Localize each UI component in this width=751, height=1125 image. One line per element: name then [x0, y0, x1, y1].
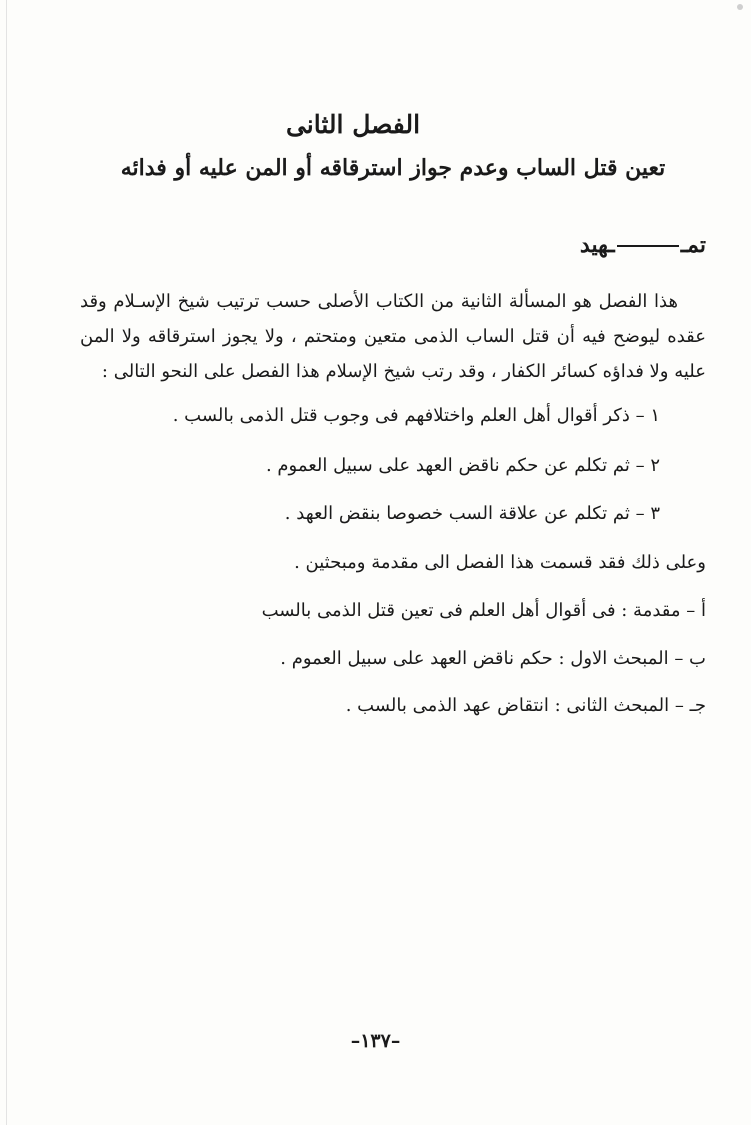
section-heading-end: ـهيد	[579, 232, 615, 258]
page-edge	[6, 0, 7, 1125]
scan-mark	[737, 4, 743, 10]
section-heading-start: تمـ	[680, 232, 706, 258]
division-item: جـ – المبحث الثانى : انتقاض عهد الذمى بالسب .	[345, 695, 706, 716]
division-item: أ – مقدمة : فى أقوال أهل العلم فى تعين قتل الذمى بالسب	[261, 600, 706, 621]
section-heading	[580, 232, 706, 258]
division-intro: وعلى ذلك فقد قسمت هذا الفصل الى مقدمة ومبحثين .	[294, 552, 706, 573]
list-item: ٢ – ثم تكلم عن حكم ناقض العهد على سبيل العموم .	[265, 455, 660, 476]
division-item: ب – المبحث الاول : حكم ناقض العهد على سبيل العموم .	[280, 648, 706, 669]
page-number: –١٣٧–	[350, 1030, 401, 1052]
list-item: ٣ – ثم تكلم عن علاقة السب خصوصا بنقض العهد .	[284, 503, 660, 524]
heading-tatweel	[617, 245, 679, 247]
list-item: ١ – ذكر أقوال أهل العلم واختلافهم فى وجوب قتل الذمى بالسب .	[172, 405, 660, 426]
chapter-subtitle: تعين قتل الساب وعدم جواز استرقاقه أو المن عليه أو فدائه	[120, 155, 666, 181]
intro-paragraph: هذا الفصل هو المسألة الثانية من الكتاب الأصلى حسب ترتيب شيخ الإسـلام وقد عقده ليوضح فيه أن قتل الساب الذمى متعين ومتحتم ، ولا يجوز استرقاقه ولا المن عليه ولا فداؤه كسائر الكفار ، وقد رتب شيخ الإسلام هذا الفصل على النحو التالى :	[80, 291, 706, 382]
chapter-title: الفصل الثانى	[285, 110, 421, 139]
